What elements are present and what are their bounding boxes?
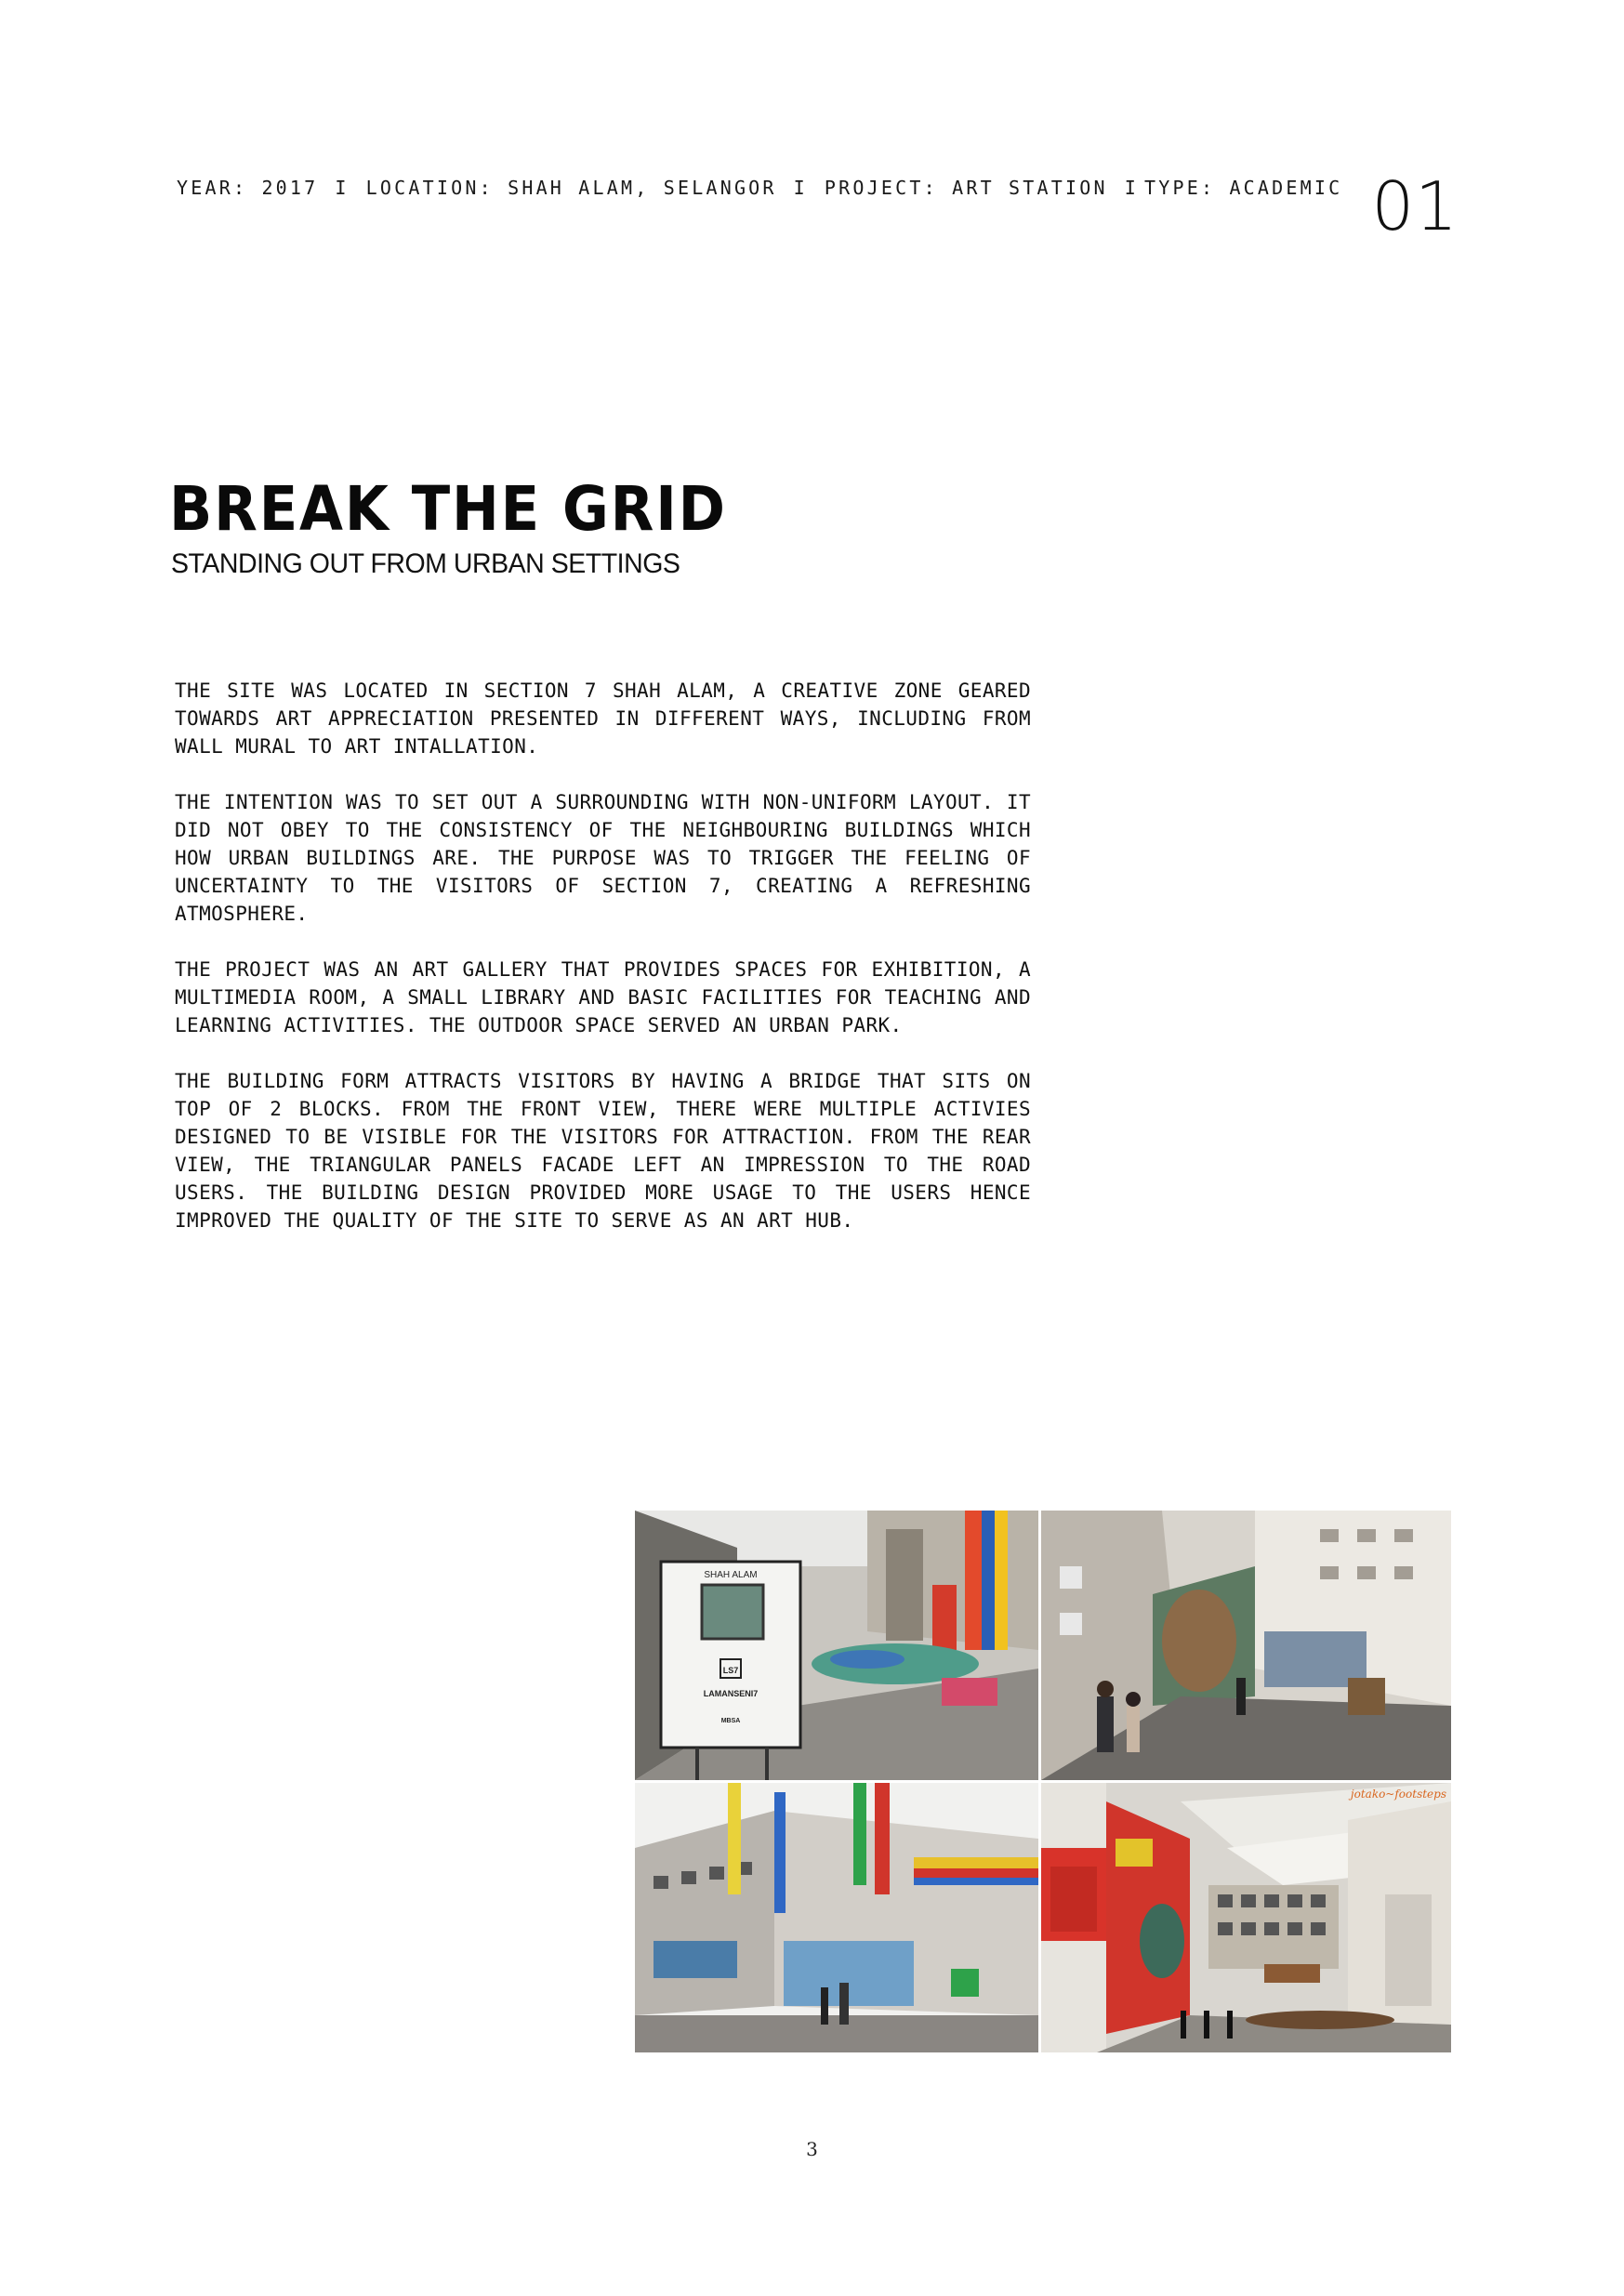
project-meta-line — [177, 177, 1342, 199]
paragraph: THE INTENTION WAS TO SET OUT A SURROUNDING WITH NON-UNIFORM LAYOUT. IT DID NOT OBEY TO THE CONSISTENCY OF THE NEIGHBOURING BUILDINGS WHICH HOW URBAN BUILDINGS ARE. THE PURPOSE WAS TO TRIGGER THE FEELING OF UNCERTAINTY TO THE VISITORS OF SECTION 7, CREATING A REFRESHING ATMOSPHERE. — [175, 791, 1031, 925]
paragraph: THE SITE WAS LOCATED IN SECTION 7 SHAH ALAM, A CREATIVE ZONE GEARED TOWARDS ART APPRECIATION PRESENTED IN DIFFERENT WAYS, INCLUDING FROM WALL MURAL TO ART INTALLATION. — [175, 680, 1031, 758]
sign-title: SHAH ALAM — [704, 1570, 758, 1580]
site-photo-colorful-facade — [635, 1783, 1038, 2052]
sign-logo: LS7 — [722, 1666, 739, 1675]
photo-watermark: jotako~footsteps — [1350, 1788, 1446, 1801]
meta-separator: I — [1124, 177, 1139, 199]
paragraph: THE BUILDING FORM ATTRACTS VISITORS BY HAVING A BRIDGE THAT SITS ON TOP OF 2 BLOCKS. FROM THE FRONT VIEW, THERE WERE MULTIPLE ACTIVIES DESIGNED TO BE VISIBLE FOR THE VISITORS FOR ATTRACTION. FROM THE REAR VIEW, THE TRIANGULAR PANELS FACADE LEFT AN IMPRESSION TO THE ROAD USERS. THE BUILDING DESIGN PROVIDED MORE USAGE TO THE USERS HENCE IMPROVED THE QUALITY OF THE SITE TO SERVE AS AN ART HUB. — [175, 1070, 1031, 1232]
paragraph: THE PROJECT WAS AN ART GALLERY THAT PROVIDES SPACES FOR EXHIBITION, A MULTIMEDIA ROOM, A SMALL LIBRARY AND BASIC FACILITIES FOR TEACHING AND LEARNING ACTIVITIES. THE OUTDOOR SPACE SERVED AN URBAN PARK. — [175, 958, 1031, 1036]
meta-separator: I — [335, 177, 350, 199]
page-subtitle: STANDING OUT FROM URBAN SETTINGS — [171, 548, 680, 579]
site-photo-shaded-alley — [1041, 1783, 1451, 2052]
meta-separator: I — [793, 177, 808, 199]
page-number: 3 — [806, 2138, 818, 2160]
body-text — [175, 677, 1031, 1262]
meta-type: TYPE: ACADEMIC — [1144, 177, 1343, 199]
meta-year: YEAR: 2017 — [177, 177, 319, 199]
sign-sub: MBSA — [720, 1718, 741, 1724]
section-number: 01 — [1371, 167, 1459, 245]
meta-project: PROJECT: ART STATION — [824, 177, 1108, 199]
site-photo-mural-alley — [1041, 1511, 1451, 1780]
meta-location: LOCATION: SHAH ALAM, SELANGOR — [365, 177, 777, 199]
site-photo-collage — [635, 1511, 1451, 2052]
site-photo-sign — [635, 1511, 1038, 1780]
sign-name: LAMANSENI7 — [703, 1689, 759, 1698]
page-title: BREAK THE GRID — [169, 473, 727, 545]
